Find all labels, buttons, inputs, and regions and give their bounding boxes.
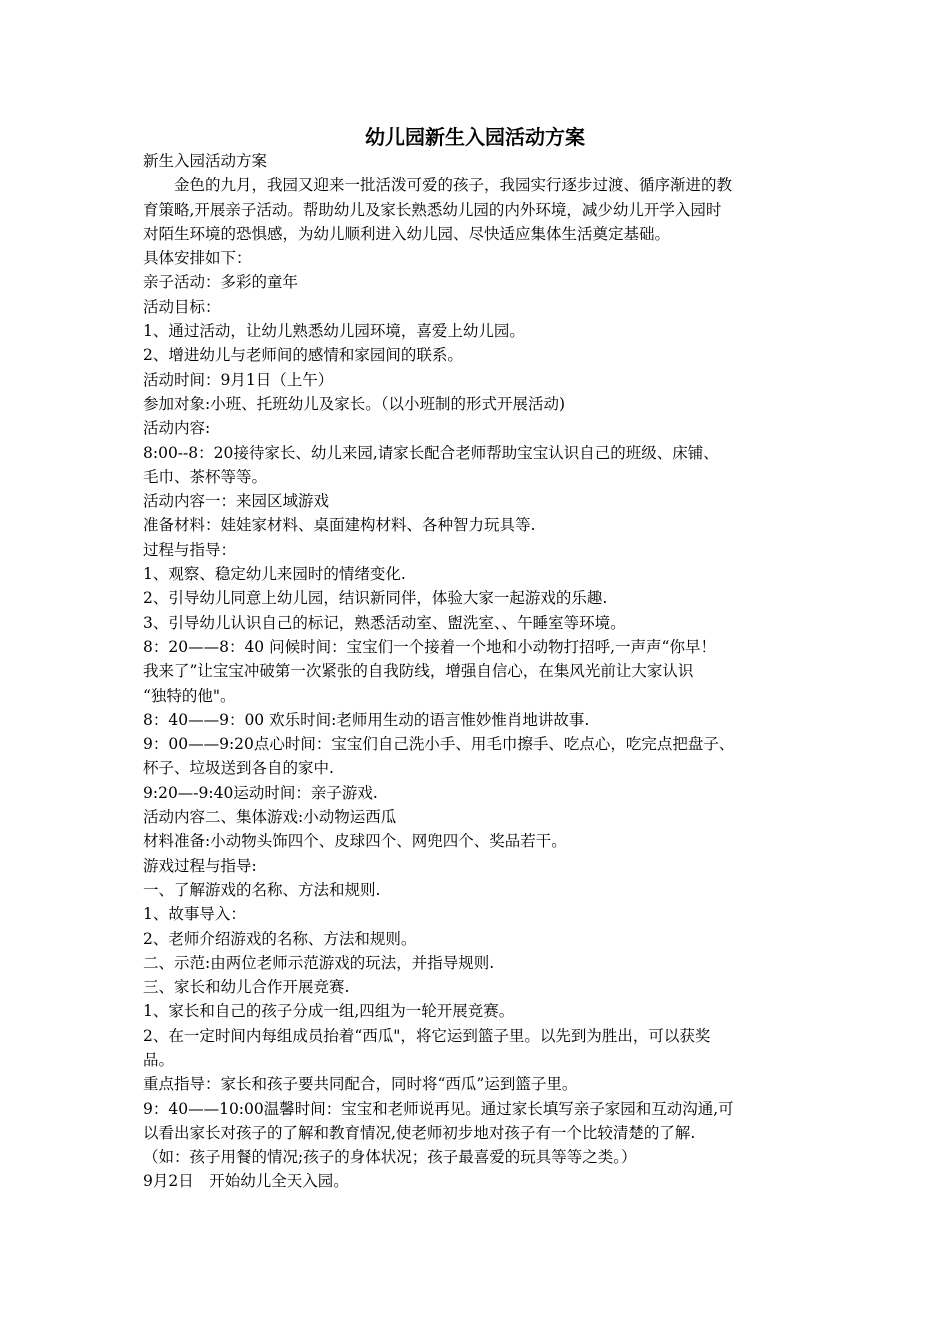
subtitle-line: 新生入园活动方案 <box>143 152 268 170</box>
section-heading: 活动内容二、集体游戏:小动物运西瓜 <box>143 808 397 827</box>
schedule-line: 毛巾、茶杯等等。 <box>143 467 268 486</box>
section-heading: 具体安排如下： <box>143 249 252 268</box>
section-heading: 活动内容: <box>143 419 211 438</box>
schedule-line: 9：40——10:00温馨时间：宝宝和老师说再见。通过家长填写亲子家园和互动沟通,可 <box>143 1099 734 1118</box>
list-item: 1、故事导入： <box>143 905 246 924</box>
schedule-line: 以看出家长对孩子的了解和教育情况,使老师初步地对孩子有一个比较清楚的了解. <box>143 1123 696 1142</box>
schedule-line: 9：00——9:20点心时间：宝宝们自己洗小手、用毛巾擦手、吃点心，吃完点把盘子、 <box>143 735 735 754</box>
section-heading: 游戏过程与指导: <box>143 856 257 875</box>
list-item: 三、家长和幼儿合作开展竞赛. <box>143 978 350 997</box>
text-line: 亲子活动：多彩的童年 <box>143 273 299 292</box>
list-item: 1、观察、稳定幼儿来园时的情绪变化. <box>143 565 406 584</box>
document-body <box>143 149 811 1194</box>
list-item: 一、了解游戏的名称、方法和规则. <box>143 880 381 899</box>
section-heading: 活动内容一：来园区域游戏 <box>143 492 330 511</box>
list-item: 2、在一定时间内每组成员抬着“西瓜"，将它运到篮子里。以先到为胜出，可以获奖 <box>143 1026 711 1045</box>
intro-line: 育策略,开展亲子活动。帮助幼儿及家长熟悉幼儿园的内外环境，减少幼儿开学入园时 <box>143 200 722 219</box>
intro-line: 金色的九月，我园又迎来一批活泼可爱的孩子，我园实行逐步过渡、循序渐进的教 <box>174 176 733 195</box>
schedule-line: 9月2日 开始幼儿全天入园。 <box>143 1172 349 1191</box>
section-heading: 活动目标： <box>143 297 221 316</box>
schedule-line: 8：20——8：40 问候时间：宝宝们一个接着一个地和小动物打招呼,一声声“你早！ <box>143 637 716 656</box>
list-item: 品。 <box>143 1050 175 1069</box>
list-item: 3、引导幼儿认识自己的标记，熟悉活动室、盥洗室、、午睡室等环境。 <box>143 613 626 632</box>
intro-line: 对陌生环境的恐惧感，为幼儿顺利进入幼儿园、尽快适应集体生活奠定基础。 <box>143 224 671 243</box>
schedule-line: 9:20—-9:40运动时间：亲子游戏. <box>143 783 378 802</box>
list-item: 二、示范:由两位老师示范游戏的玩法，并指导规则. <box>143 953 495 972</box>
text-line: 活动时间：9月1日（上午） <box>143 370 334 389</box>
schedule-line: 我来了”让宝宝冲破第一次紧张的自我防线，增强自信心，在集风光前让大家认识 <box>143 662 694 681</box>
text-line: 准备材料：娃娃家材料、桌面建构材料、各种智力玩具等. <box>143 516 536 535</box>
list-item: 2、增进幼儿与老师间的感情和家园间的联系。 <box>143 346 463 365</box>
list-item: 1、家长和自己的孩子分成一组,四组为一轮开展竞赛。 <box>143 1002 515 1021</box>
list-item: 1、通过活动，让幼儿熟悉幼儿园环境，喜爱上幼儿园。 <box>143 322 525 341</box>
document-title: 幼儿园新生入园活动方案 <box>365 125 585 149</box>
schedule-line: 8:00--8：20接待家长、幼儿来园,请家长配合老师帮助宝宝认识自己的班级、床铺、 <box>143 443 719 462</box>
schedule-line: 杯子、垃圾送到各自的家中. <box>143 759 334 778</box>
schedule-line: 8：40——9：00 欢乐时间:老师用生动的语言惟妙惟肖地讲故事. <box>143 710 590 729</box>
schedule-line: “独特的他"。 <box>143 686 236 705</box>
list-item: 2、引导幼儿同意上幼儿园，结识新同伴，体验大家一起游戏的乐趣. <box>143 589 608 608</box>
list-item: 2、老师介绍游戏的名称、方法和规则。 <box>143 929 417 948</box>
text-line: 重点指导：家长和孩子要共同配合，同时将“西瓜”运到篮子里。 <box>143 1075 578 1094</box>
text-line: 参加对象:小班、托班幼儿及家长。（以小班制的形式开展活动) <box>143 394 566 413</box>
text-line: 材料准备:小动物头饰四个、皮球四个、网兜四个、奖品若干。 <box>143 832 567 851</box>
section-heading: 过程与指导： <box>143 540 237 559</box>
schedule-line: （如：孩子用餐的情况;孩子的身体状况；孩子最喜爱的玩具等等之类。） <box>143 1148 637 1167</box>
